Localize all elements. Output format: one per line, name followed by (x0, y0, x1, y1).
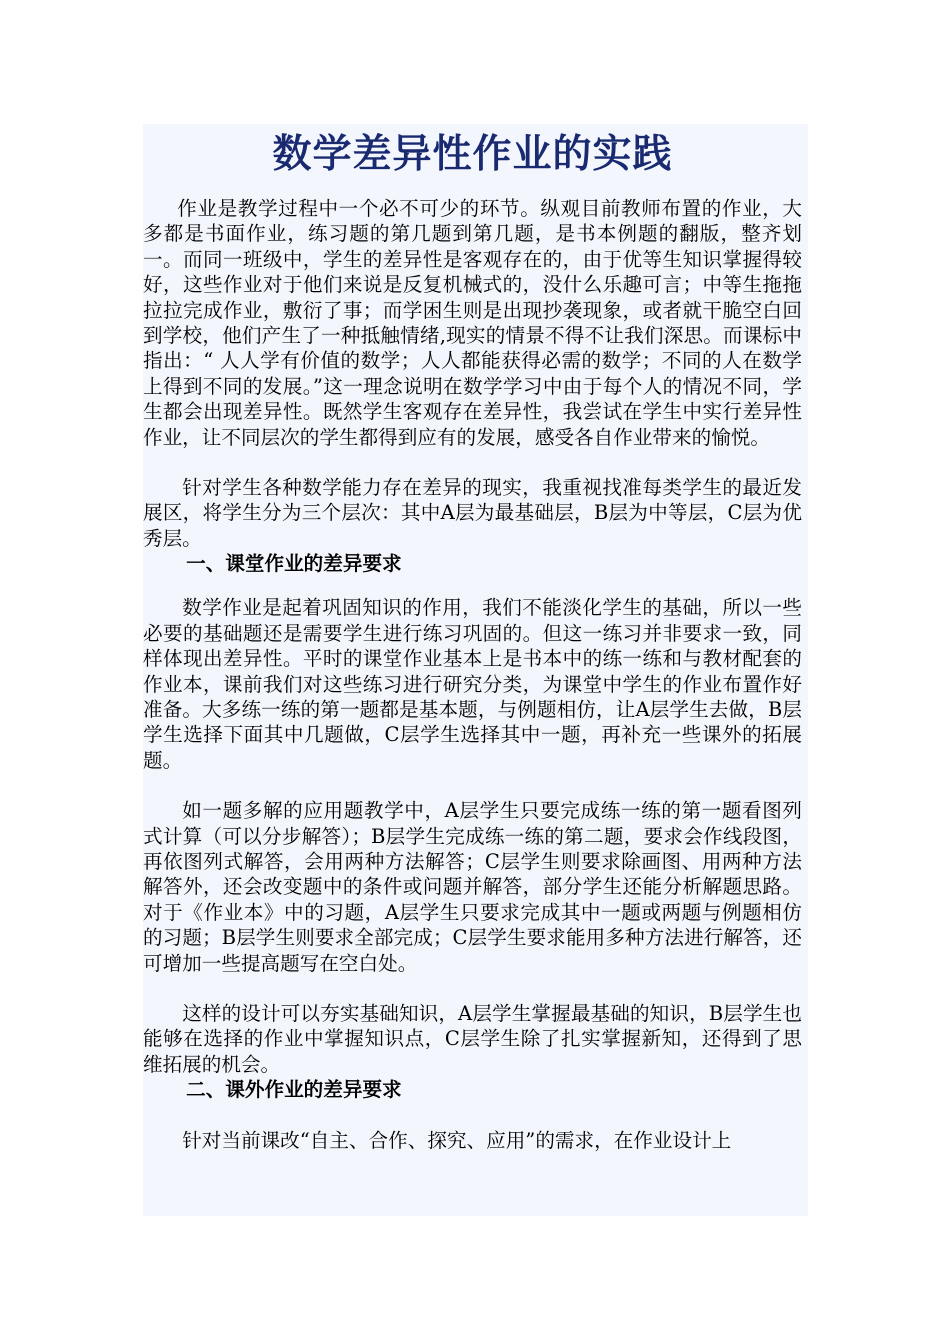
document-page (143, 124, 808, 1216)
document-body (143, 178, 802, 1154)
intro-paragraph: 作业是教学过程中一个必不可少的环节。纵观目前教师布置的作业，大多都是书面作业，练习题的第几题到第几题，是书本例题的翻版，整齐划一。而同一班级中，学生的差异性是客观存在的，由于优等生知识掌握得较好，这些作业对于他们来说是反复机械式的，没什么乐趣可言；中等生拖拖拉拉完成作业，敷衍了事；而学困生则是出现抄袭现象，或者就干脆空白回到学校，他们产生了一种抵触情绪,现实的情景不得不让我们深思。而课标中指出：“ 人人学有价值的数学；人人都能获得必需的数学；不同的人在数学上得到不同的发展。”这一理念说明在数学学习中由于每个人的情况不同，学生都会出现差异性。既然学生客观存在差异性，我尝试在学生中实行差异性作业，让不同层次的学生都得到应有的发展，感受各自作业带来的愉悦。 (143, 197, 802, 449)
classroom-paragraph-1: 数学作业是起着巩固知识的作用，我们不能淡化学生的基础，所以一些必要的基础题还是需要学生进行练习巩固的。但这一练习并非要求一致，同样体现出差异性。平时的课堂作业基本上是书本中的练一练和与教材配套的作业本，课前我们对这些练习进行研究分类，为课堂中学生的作业布置作好准备。大多练一练的第一题都是基本题，与例题相仿，让A层学生去做，B层学生选择下面其中几题做，C层学生选择其中一题，再补充一些课外的拓展题。 (143, 596, 802, 772)
document-title: 数学差异性作业的实践 (272, 131, 673, 177)
classroom-paragraph-3: 这样的设计可以夯实基础知识，A层学生掌握最基础的知识，B层学生也能够在选择的作业中掌握知识点，C层学生除了扎实掌握新知，还得到了思维拓展的机会。 (143, 1001, 802, 1076)
section-heading-classroom: 一、课堂作业的差异要求 (186, 552, 402, 576)
classroom-paragraph-2: 如一题多解的应用题教学中，A层学生只要完成练一练的第一题看图列式计算（可以分步解答）；B层学生完成练一练的第二题，要求会作线段图，再依图列式解答，会用两种方法解答；C层学生则要求除画图、用两种方法解答外，还会改变题中的条件或问题并解答，部分学生还能分析解题思路。对于《作业本》中的习题，A层学生只要求完成其中一题或两题与例题相仿的习题；B层学生则要求全部完成；C层学生要求能用多种方法进行解答，还可增加一些提高题写在空白处。 (143, 799, 802, 975)
homework-paragraph-1: 针对当前课改“自主、合作、探究、应用”的需求，在作业设计上 (182, 1129, 732, 1153)
levels-paragraph: 针对学生各种数学能力存在差异的现实，我重视找准每类学生的最近发展区，将学生分为三个层次：其中A层为最基础层，B层为中等层，C层为优秀层。 (143, 476, 802, 550)
section-heading-homework: 二、课外作业的差异要求 (186, 1078, 402, 1102)
